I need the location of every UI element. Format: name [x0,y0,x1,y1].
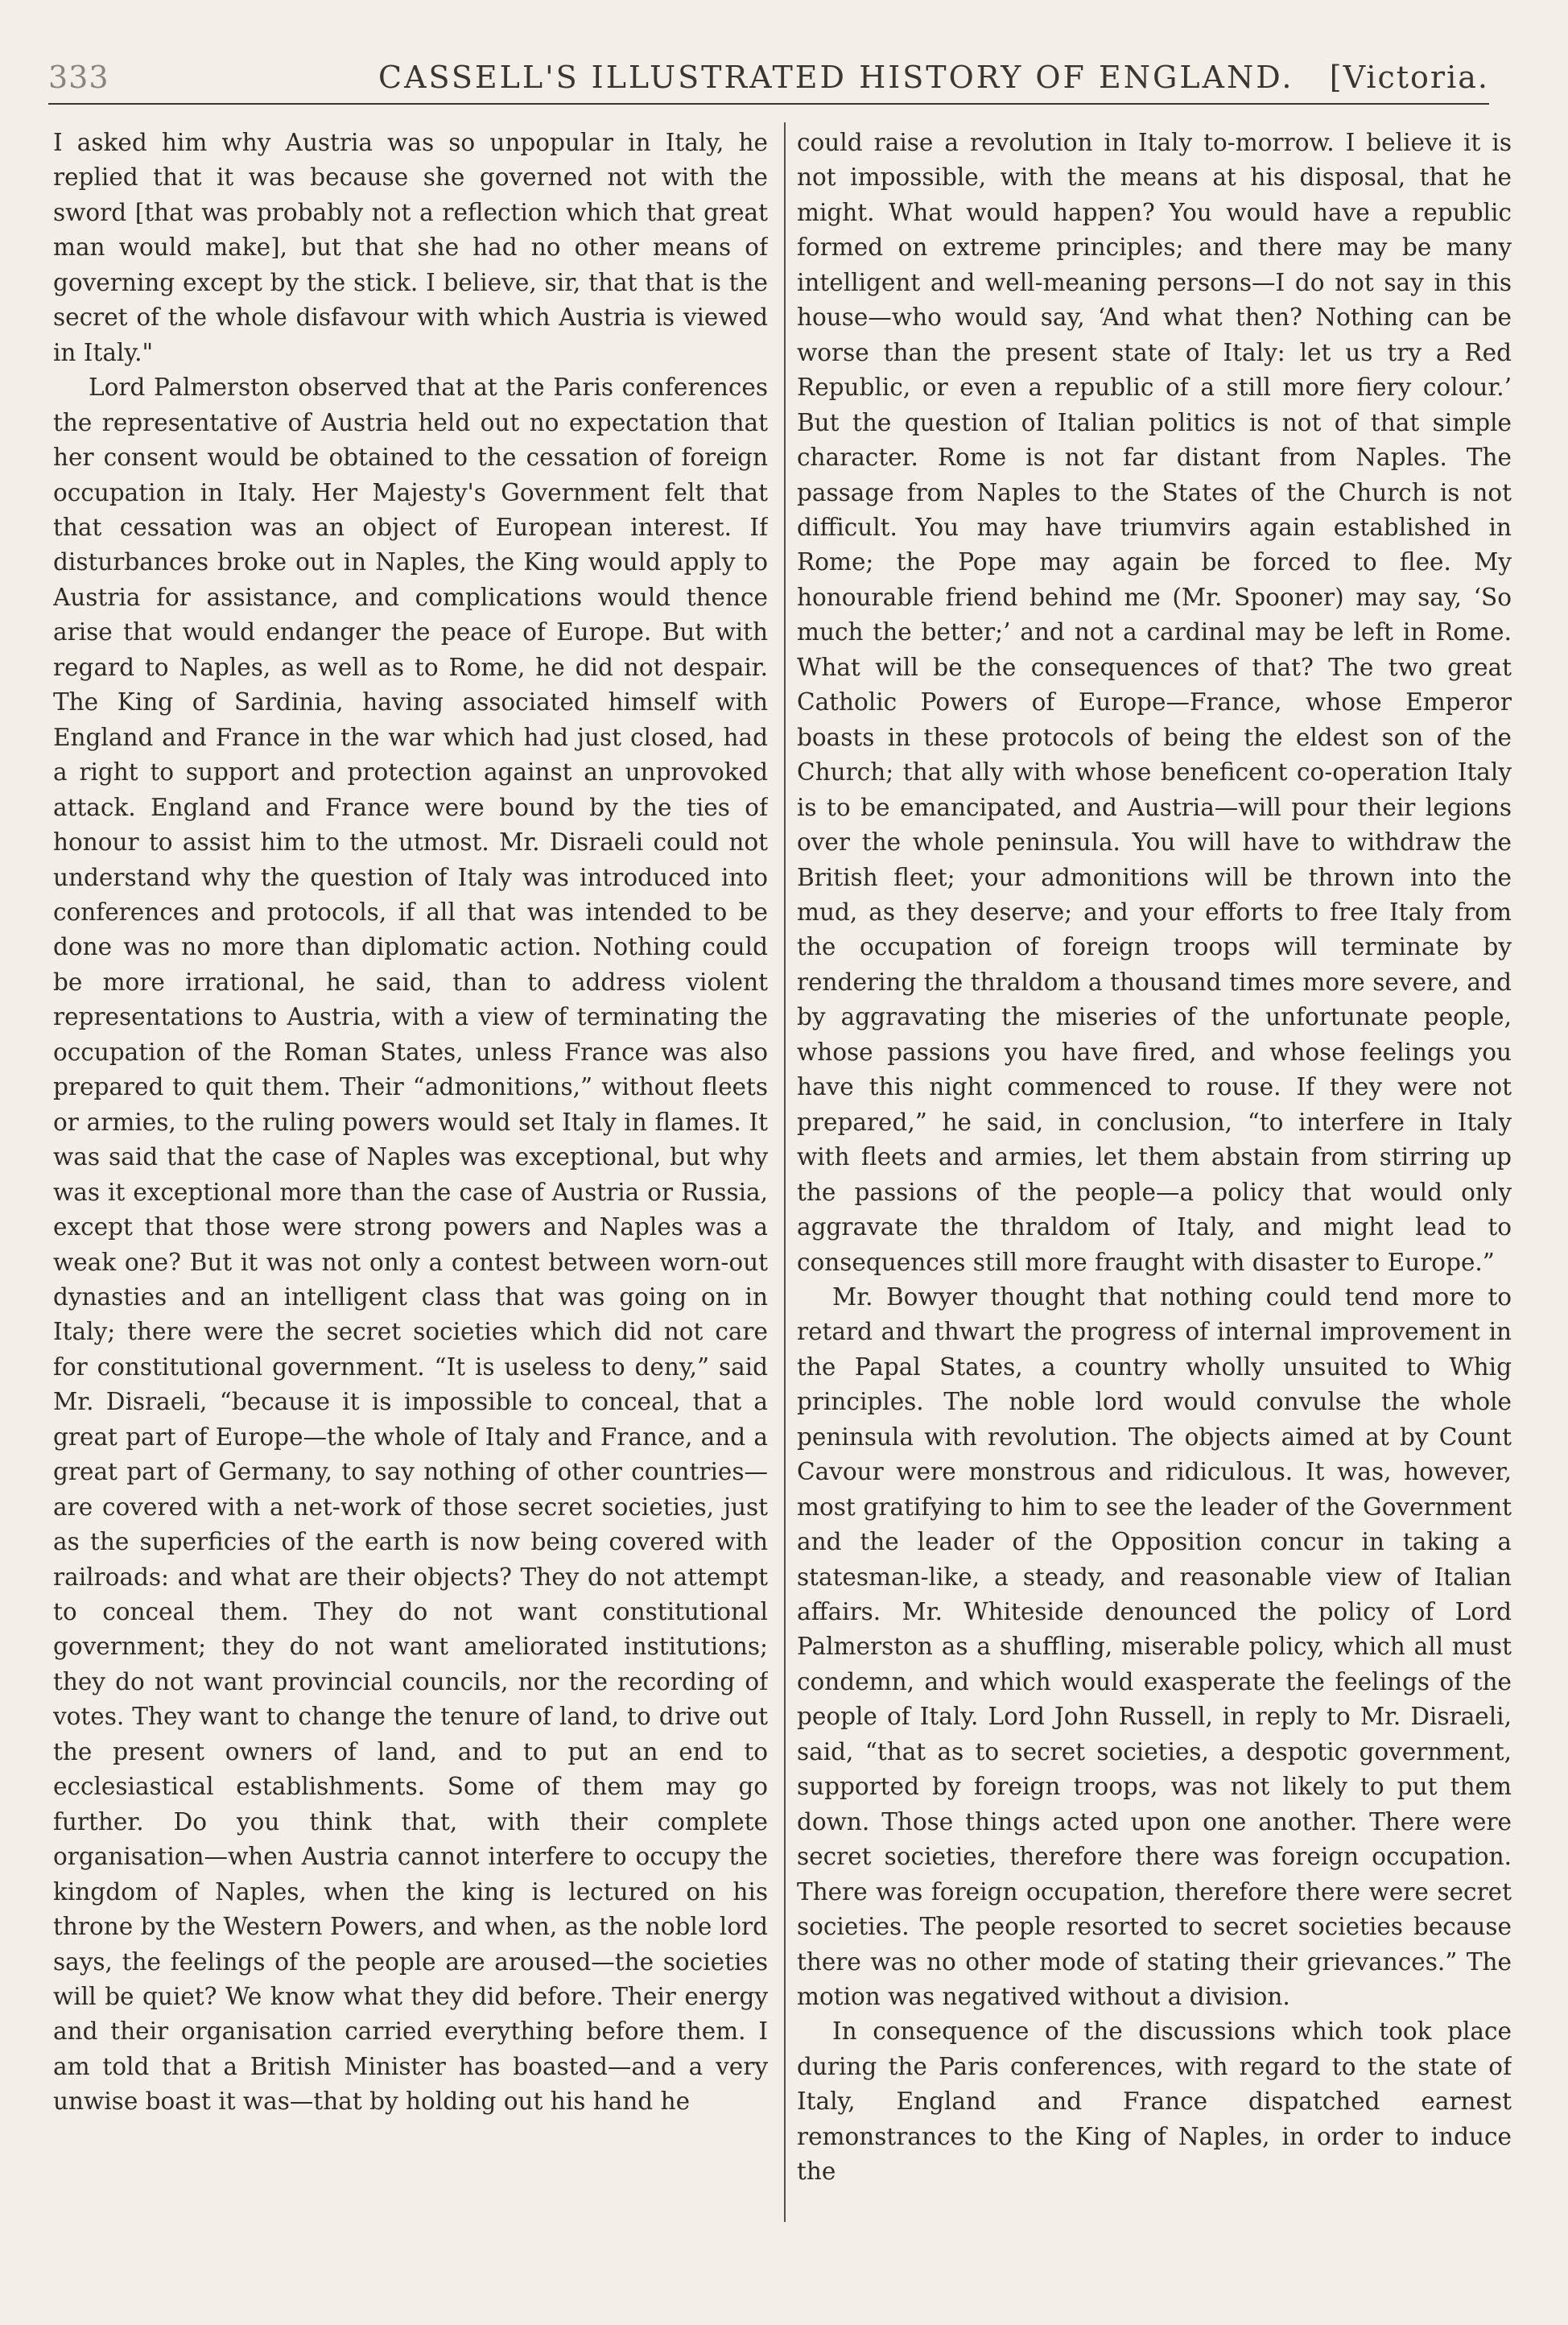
paragraph-consequence: In consequence of the discussions which took place during the Paris conferences, with regard to the state of Italy, England and France dispatched earnest remonstrances to the King of Naples, in order to induce the [797,2017,1512,2186]
page-number: 333 [48,60,109,95]
running-head [48,55,1489,105]
left-column [53,126,768,2227]
paragraph-palmerston: Lord Palmerston observed that at the Paris conferences the representative of Austria held out no expectation that her consent would be obtained to the cessation of foreign occupation in Italy. Her Majesty's Government felt that that cessation was an object of European interest. If disturbances broke out in Naples, the King would apply to Austria for assistance, and complications would thence arise that would endanger the peace of Europe. But with regard to Naples, as well as to Rome, he did not despair. The King of Sardinia, having associated himself with England and France in the war which had just closed, had a right to support and protection against an unprovoked attack. England and France were bound by the ties of honour to assist him to the utmost. Mr. Disraeli could not understand why the question of Italy was introduced into conferences and protocols, if all that was intended to be done was no more than diplomatic action. Nothing could be more irrational, he said, than to address violent representations to Austria, with a view of terminating the occupation of the Roman States, unless France was also prepared to quit them. Their “admonitions,” without fleets or armies, to the ruling powers would set Italy in flames. It was said that the case of Naples was exceptional, but why was it exceptional more than the case of Austria or Russia, except that those were strong powers and Naples was a weak one? But it was not only a contest between worn-out dynasties and an intelligent class that was going on in Italy; there were the secret societies which did not care for constitutional government. “It is useless to deny,” said Mr. Disraeli, “because it is impossible to conceal, that a great part of Europe—the whole of Italy and France, and a great part of Germany, to say nothing of other countries—are covered with a net-work of those secret societies, just as the superficies of the earth is now being covered with railroads: and what are their objects? They do not attempt to conceal them. They do not want constitutional government; they do not want ameliorated institutions; they do not want provincial councils, nor the recording of votes. They want to change the tenure of land, to drive out the present owners of land, and to put an end to ecclesiastical establishments. Some of them may go further. Do you think that, with their complete organisation—when Austria cannot interfere to occupy the kingdom of Naples, when the king is lectured on his throne by the Western Powers, and when, as the noble lord says, the feelings of the people are aroused—the societies will be quiet? We know what they did before. Their energy and their organisation carried everything before them. I am told that a British Minister has boasted—and a very unwise boast it was—that by holding out his hand he [53,374,768,2116]
paragraph-disraeli-continued: could raise a revolution in Italy to-morrow. I believe it is not impossible, with the means at his disposal, that he might. What would happen? You would have a republic formed on extreme principles; and there may be many intelligent and well-meaning persons—I do not say in this house—who would say, ‘And what then? Nothing can be worse than the present state of Italy: let us try a Red Republic, or even a republic of a still more fiery colour.’ But the question of Italian politics is not of that simple character. Rome is not far distant from Naples. The passage from Naples to the States of the Church is not difficult. You may have triumvirs again established in Rome; the Pope may again be forced to flee. My honourable friend behind me (Mr. Spooner) may say, ‘So much the better;’ and not a cardinal may be left in Rome. What will be the consequences of that? The two great Catholic Powers of Europe—France, whose Emperor boasts in these protocols of being the eldest son of the Church; that ally with whose beneficent co-operation Italy is to be emancipated, and Austria—will pour their legions over the whole peninsula. You will have to withdraw the British fleet; your admonitions will be thrown into the mud, as they deserve; and your efforts to free Italy from the occupation of foreign troops will terminate by rendering the thraldom a thousand times more severe, and by aggravating the miseries of the unfortunate people, whose passions you have fired, and whose feelings you have this night commenced to rouse. If they were not prepared,” he said, in conclusion, “to interfere in Italy with fleets and armies, let them abstain from stirring up the passions of the people—a policy that would only aggravate the thraldom of Italy, and might lead to consequences still more fraught with disaster to Europe.” [797,129,1512,1276]
paragraph-continued-quote: I asked him why Austria was so unpopular in Italy, he replied that it was because she governed not with the sword [that was probably not a reflection which that great man would make], but that she had no other means of governing except by the stick. I believe, sir, that that is the secret of the whole disfavour with which Austria is viewed in Italy." [53,129,768,366]
right-column [797,126,1512,2227]
column-divider [784,122,786,2222]
paragraph-bowyer: Mr. Bowyer thought that nothing could tend more to retard and thwart the progress of internal improvement in the Papal States, a country wholly unsuited to Whig principles. The noble lord would convulse the whole peninsula with revolution. The objects aimed at by Count Cavour were monstrous and ridiculous. It was, however, most gratifying to him to see the leader of the Government and the leader of the Opposition concur in taking a statesman-like, a steady, and reasonable view of Italian affairs. Mr. Whiteside denounced the policy of Lord Palmerston as a shuffling, miserable policy, which all must condemn, and which would exasperate the feelings of the people of Italy. Lord John Russell, in reply to Mr. Disraeli, said, “that as to secret societies, a despotic government, supported by foreign troops, was not likely to put them down. Those things acted upon one another. There were secret societies, therefore there was foreign occupation. There was foreign occupation, therefore there were secret societies. The people resorted to secret societies because there was no other mode of stating their grievances.” The motion was negatived without a division. [797,1282,1512,2011]
running-head-reign: [Victoria. [1329,60,1489,95]
running-head-title: CASSELL'S ILLUSTRATED HISTORY OF ENGLAND. [378,60,1294,95]
